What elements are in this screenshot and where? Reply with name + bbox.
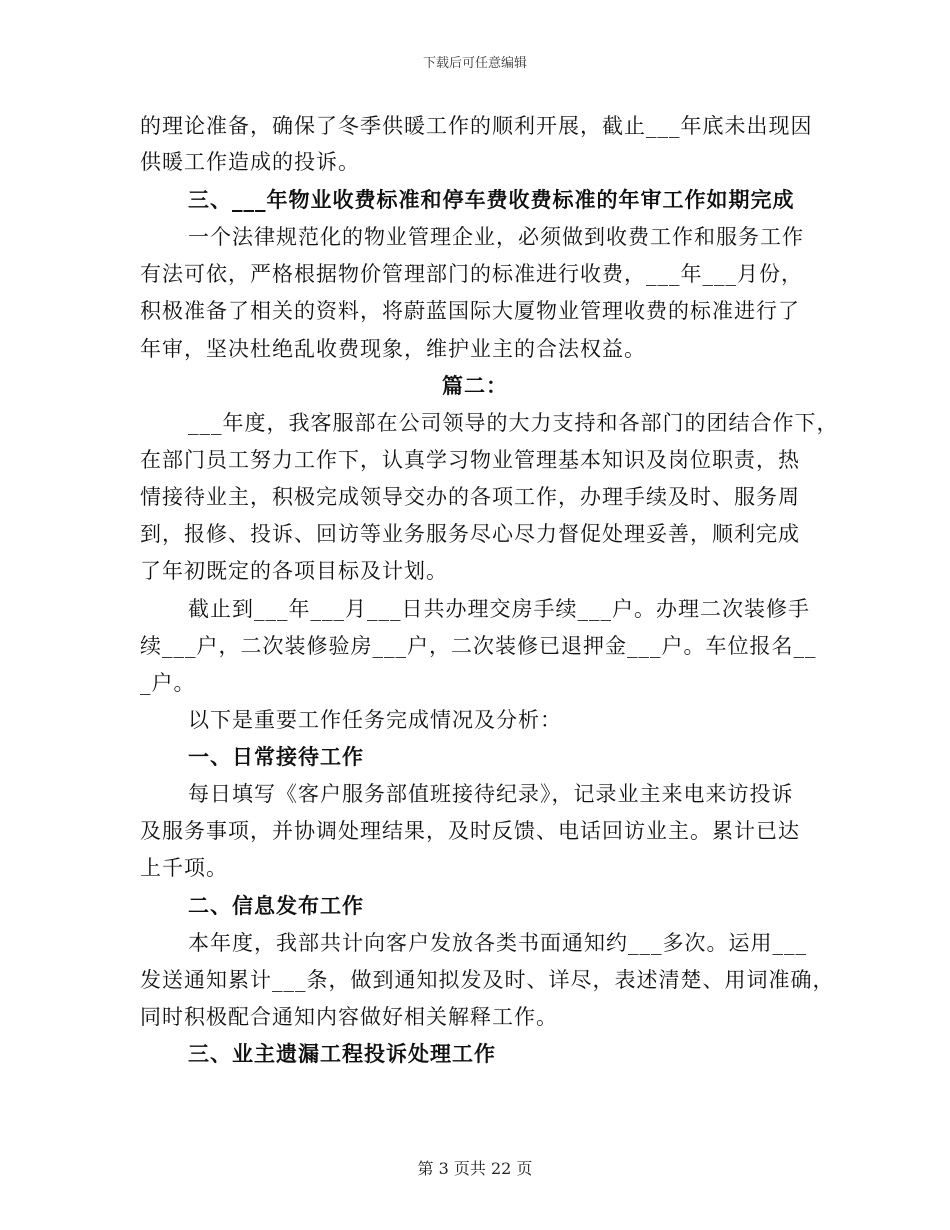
paragraph-line: 续___户，二次装修验房___户，二次装修已退押金___户。车位报名__ — [140, 634, 817, 658]
paragraph-line: 了年初既定的各项目标及计划。 — [140, 559, 448, 583]
paragraph-line: _户。 — [140, 671, 196, 695]
paragraph-line: 到，报修、投诉、回访等业务服务尽心尽力督促处理妥善，顺利完成 — [140, 522, 800, 546]
paragraph-line: 情接待业主，积极完成领导交办的各项工作，办理手续及时、服务周 — [140, 485, 800, 509]
paragraph-line: 有法可依，严格根据物价管理部门的标准进行收费，___年___月份， — [140, 262, 803, 286]
section-heading: 一、日常接待工作 — [188, 744, 364, 769]
paragraph-line: 每日填写《客户服务部值班接待纪录》，记录业主来电来访投诉 — [188, 782, 794, 806]
paragraph-line: 一个法律规范化的物业管理企业，必须做到收费工作和服务工作 — [188, 225, 804, 249]
paragraph-line: 积极准备了相关的资料，将蔚蓝国际大厦物业管理收费的标准进行了 — [140, 299, 800, 323]
paragraph-line: 的理论准备，确保了冬季供暖工作的顺利开展，截止___年底未出现因 — [140, 114, 813, 138]
paragraph-line: 截止到___年___月___日共办理交房手续___户。办理二次装修手 — [188, 597, 810, 621]
page-header: 下载后可任意编辑 — [422, 56, 527, 71]
page-footer: 第 3 页共 22 页 — [417, 1159, 533, 1178]
paragraph-line: 及服务事项，并协调处理结果，及时反馈、电话回访业主。累计已达 — [140, 819, 800, 843]
section-heading: 二、信息发布工作 — [188, 893, 364, 918]
paragraph-line: 本年度，我部共计向客户发放各类书面通知约___多次。运用___ — [188, 931, 807, 955]
paragraph-line: 供暖工作造成的投诉。 — [140, 150, 360, 174]
paragraph-line: 发送通知累计___条，做到通知拟发及时、详尽，表述清楚、用词准确， — [140, 968, 835, 992]
section-heading: 三、业主遗漏工程投诉处理工作 — [188, 1041, 496, 1066]
chapter-title: 篇二： — [442, 373, 508, 398]
paragraph-line: 在部门员工努力工作下，认真学习物业管理基本知识及岗位职责，热 — [140, 448, 800, 472]
paragraph-line: 以下是重要工作任务完成情况及分析： — [188, 708, 562, 732]
section-heading: 三、___年物业收费标准和停车费收费标准的年审工作如期完成 — [188, 187, 795, 212]
paragraph-line: 年审，坚决杜绝乱收费现象，维护业主的合法权益。 — [140, 337, 646, 361]
paragraph-line: 同时积极配合通知内容做好相关解释工作。 — [140, 1005, 558, 1029]
paragraph-line: 上千项。 — [140, 856, 228, 880]
paragraph-line: ___年度，我客服部在公司领导的大力支持和各部门的团结合作下， — [188, 411, 839, 435]
